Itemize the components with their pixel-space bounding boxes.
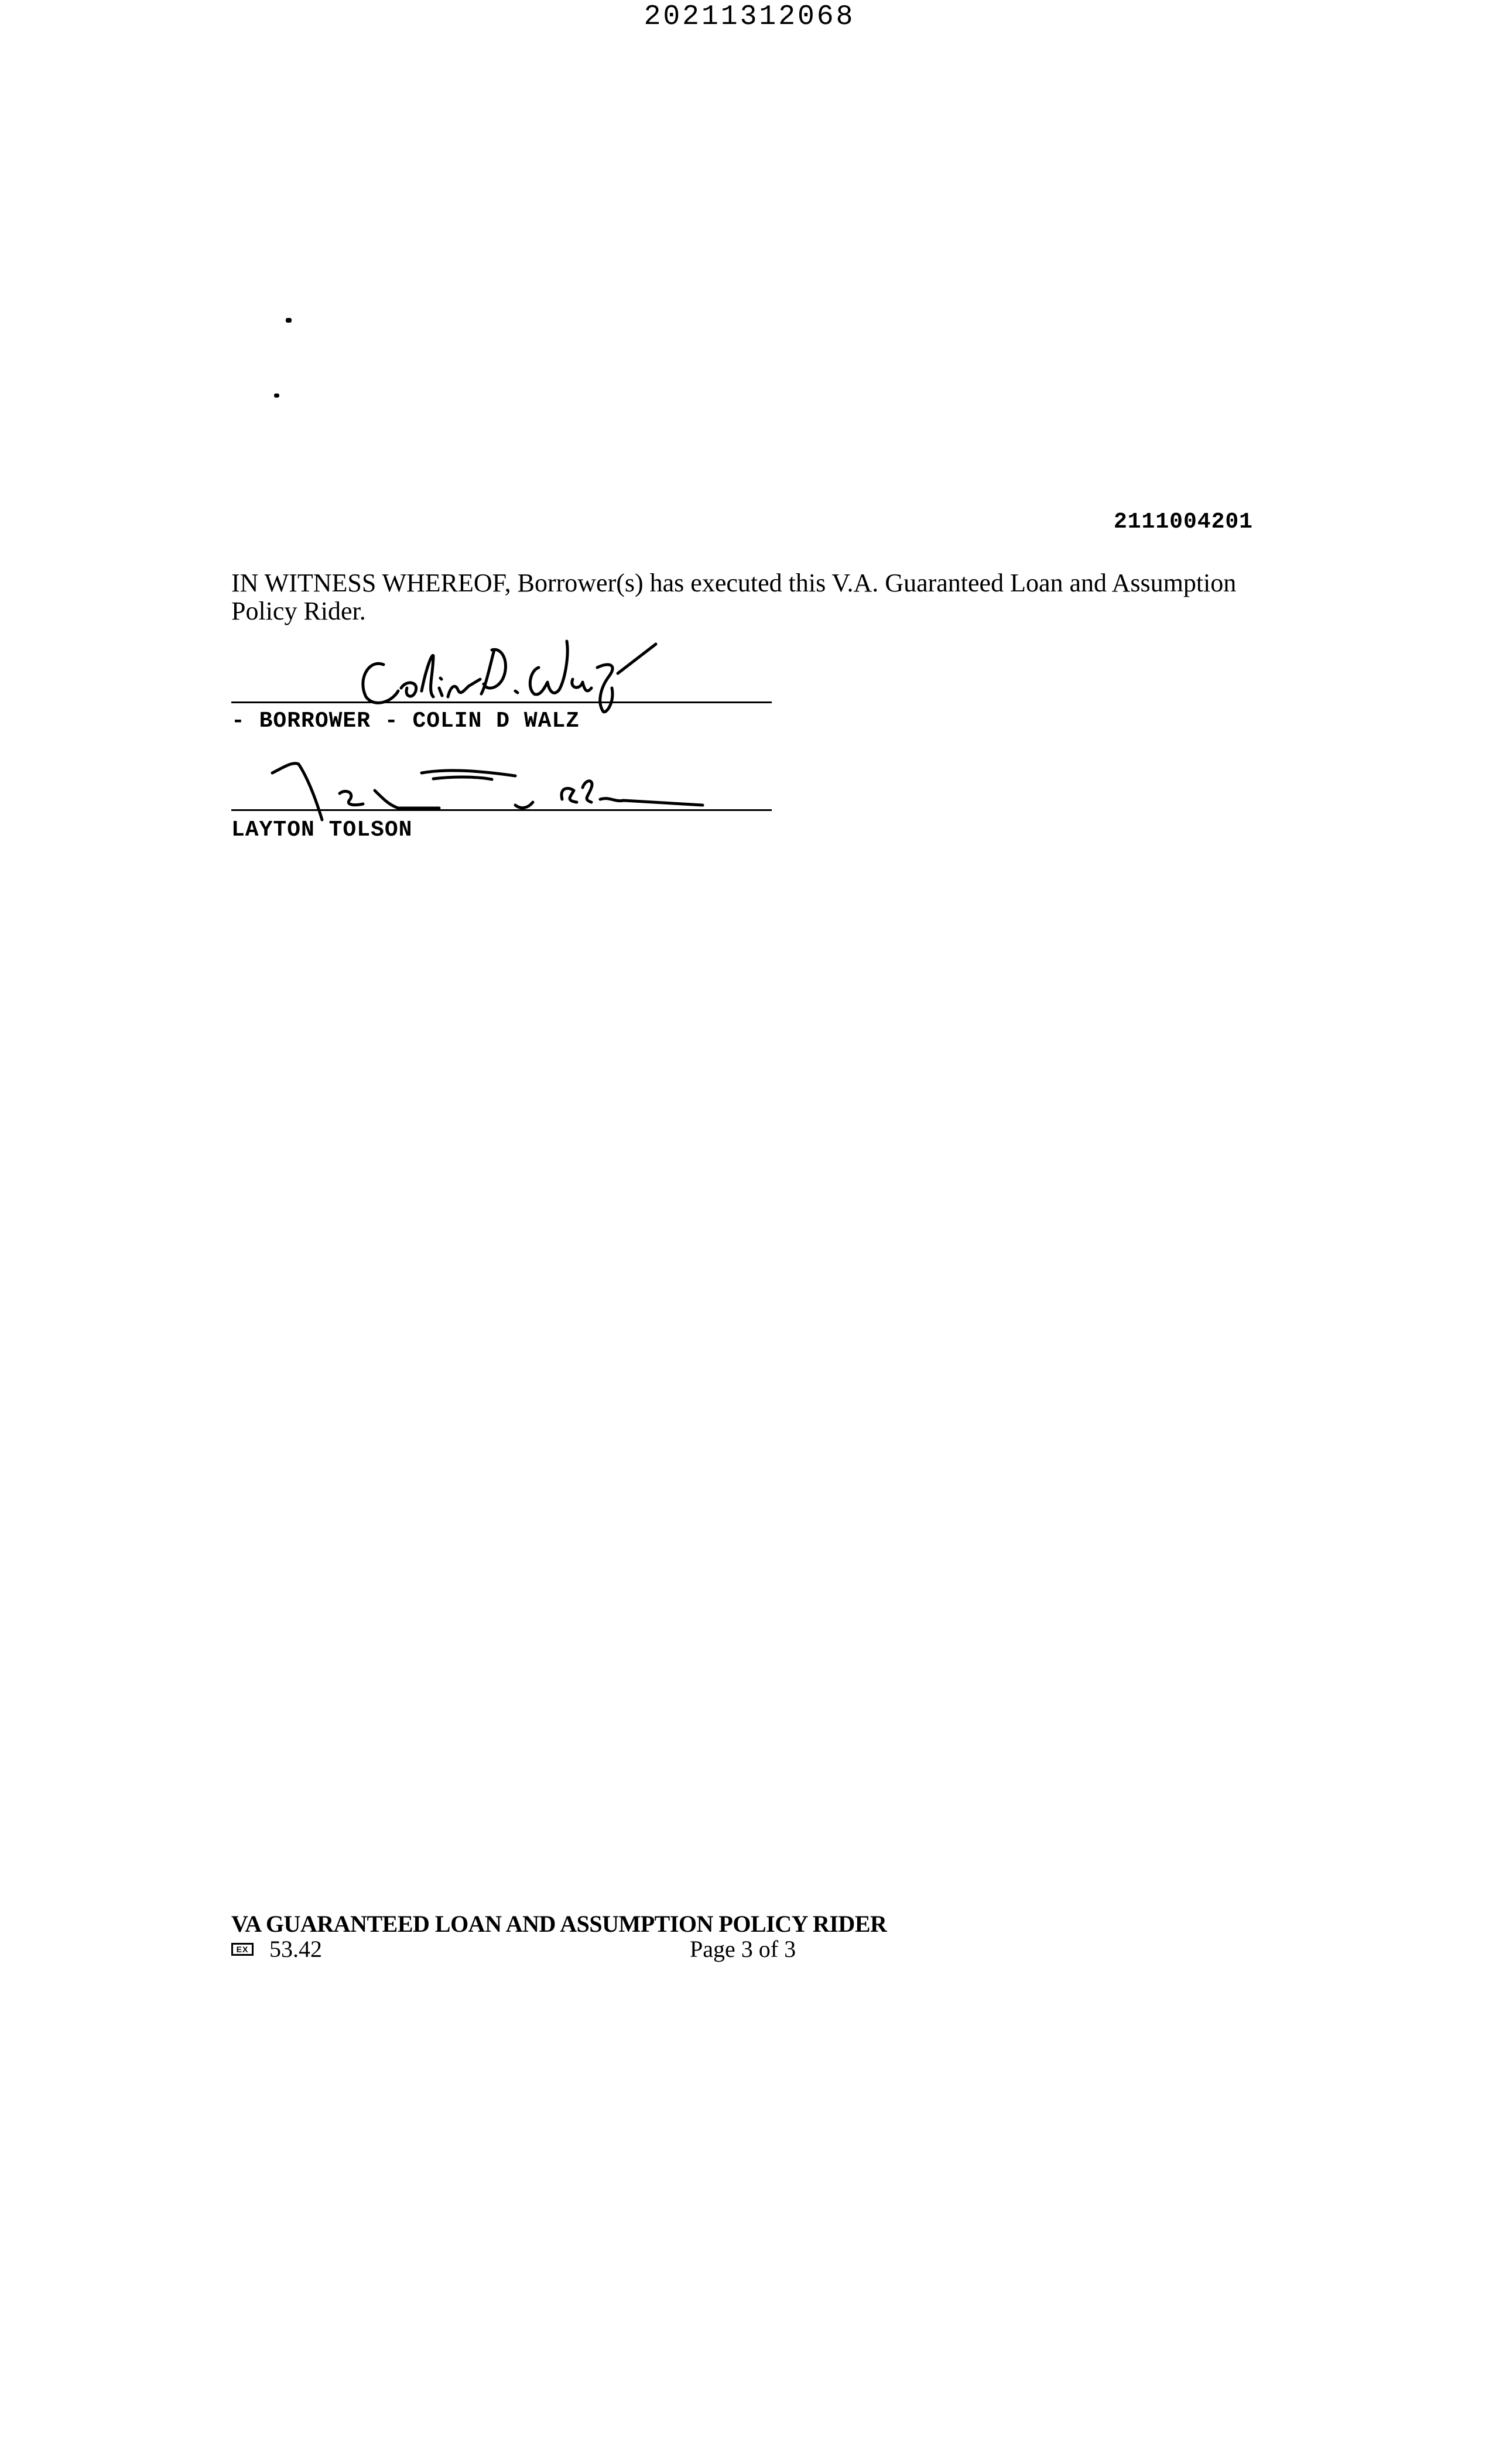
form-code: 53.42 [269,1936,322,1962]
witness-statement: IN WITNESS WHEREOF, Borrower(s) has executed this V.A. Guaranteed Loan and Assumption Policy Rider. [231,569,1237,625]
loan-number: 2111004201 [1113,509,1253,535]
signature-line [231,809,772,811]
signature-line [231,701,772,703]
document-number: 20211312068 [644,1,855,33]
borrower-signature [351,632,679,720]
footer-title: VA GUARANTEED LOAN AND ASSUMPTION POLICY RIDER [231,1911,887,1937]
borrower-name-label: - BORROWER - COLIN D WALZ [231,709,580,734]
co-signer-name-label: LAYTON TOLSON [231,817,413,843]
scan-speck [274,393,279,398]
page-indicator: Page 3 of 3 [690,1936,796,1962]
form-icon: EX [231,1943,254,1956]
scan-speck [286,318,292,323]
co-signer-signature [258,747,714,823]
